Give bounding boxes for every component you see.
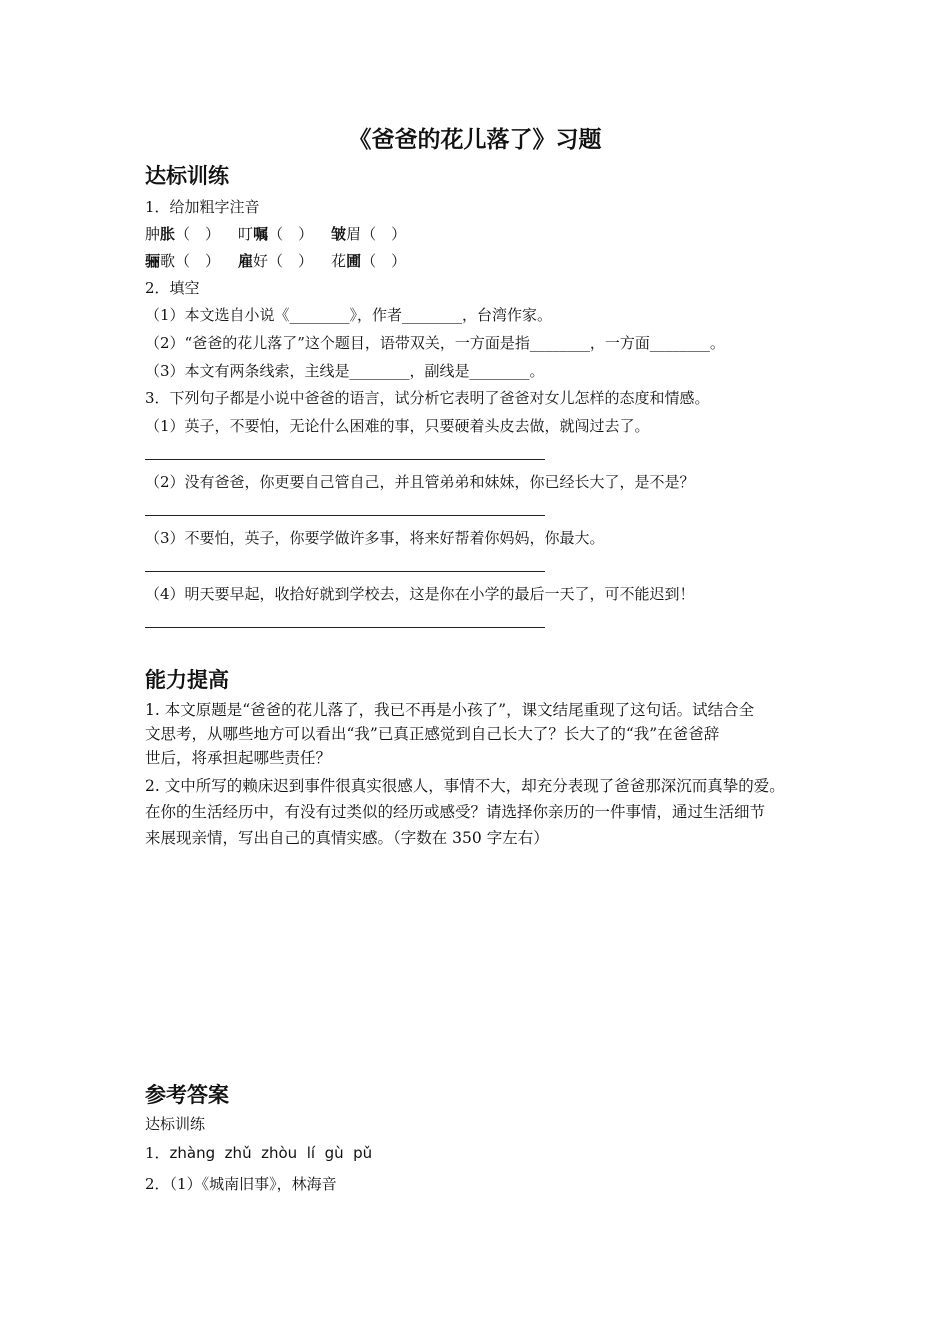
answer-1-pinyin: zhàng zhǔ zhòu lí gù pǔ: [169, 1144, 373, 1162]
question-2-item-2: （2）“爸爸的花儿落了”这个题目，语带双关，一方面是指________，一方面________。: [145, 334, 725, 352]
pinyin-item: 肿胀（ ）: [145, 225, 221, 243]
answer-1: 1．zhàng zhǔ zhòu lí gù pǔ: [145, 1144, 373, 1162]
pinyin-item: 雇好（ ）: [238, 252, 314, 270]
answers-subheading: 达标训练: [145, 1115, 206, 1133]
ability-question-2-line-3: 来展现亲情，写出自己的真情实感。（字数在 350 字左右）: [145, 829, 549, 847]
section-heading-answers: 参考答案: [145, 1083, 229, 1107]
answer-blank-line: [145, 515, 545, 516]
pinyin-item: 叮嘱（ ）: [238, 225, 314, 243]
ability-question-1-line-2: 文思考，从哪些地方可以看出“我”已真正感觉到自己长大了？长大了的“我”在爸爸辞: [145, 725, 720, 743]
ability-question-2-line-2: 在你的生活经历中，有没有过类似的经历或感受？请选择你亲历的一件事情，通过生活细节: [145, 803, 766, 821]
question-1-row-1: [145, 223, 406, 244]
question-1-label: 1．给加粗字注音: [145, 198, 260, 216]
question-1-row-2: [145, 250, 406, 271]
question-2-label: 2．填空: [145, 279, 200, 297]
answer-blank-line: [145, 459, 545, 460]
ability-question-2-line-1: 2. 文中所写的赖床迟到事件很真实很感人，事情不大，却充分表现了爸爸那深沉而真挚的爱。: [145, 777, 785, 795]
section-heading-ability: 能力提高: [145, 668, 229, 692]
question-2-item-3: （3）本文有两条线索，主线是________，副线是________。: [145, 362, 545, 380]
answer-blank-line: [145, 627, 545, 628]
pinyin-item: 花圃（ ）: [331, 252, 407, 270]
ability-question-1-line-1: 1. 本文原题是“爸爸的花儿落了，我已不再是小孩了”，课文结尾重现了这句话。试结合全: [145, 701, 755, 719]
question-3-item-2: （2）没有爸爸，你更要自己管自己，并且管弟弟和妹妹，你已经长大了，是不是？: [145, 473, 695, 491]
answer-2: 2．（1）《城南旧事》，林海音: [145, 1175, 337, 1193]
pinyin-item: 骊歌（ ）: [145, 252, 221, 270]
pinyin-item: 皱眉（ ）: [331, 225, 407, 243]
question-3-label: 3．下列句子都是小说中爸爸的语言，试分析它表明了爸爸对女儿怎样的态度和情感。: [145, 389, 710, 407]
ability-question-1-line-3: 世后，将承担起哪些责任？: [145, 749, 332, 767]
question-3-item-4: （4）明天要早起，收拾好就到学校去，这是你在小学的最后一天了，可不能迟到！: [145, 585, 695, 603]
section-heading-practice: 达标训练: [145, 164, 229, 188]
answer-blank-line: [145, 571, 545, 572]
question-3-item-1: （1）英子，不要怕，无论什么困难的事，只要硬着头皮去做，就闯过去了。: [145, 417, 650, 435]
question-2-item-1: （1）本文选自小说《________》，作者________，台湾作家。: [145, 306, 553, 324]
page-title: 《爸爸的花儿落了》习题: [348, 127, 602, 153]
question-3-item-3: （3）不要怕，英子，你要学做许多事，将来好帮着你妈妈，你最大。: [145, 529, 605, 547]
